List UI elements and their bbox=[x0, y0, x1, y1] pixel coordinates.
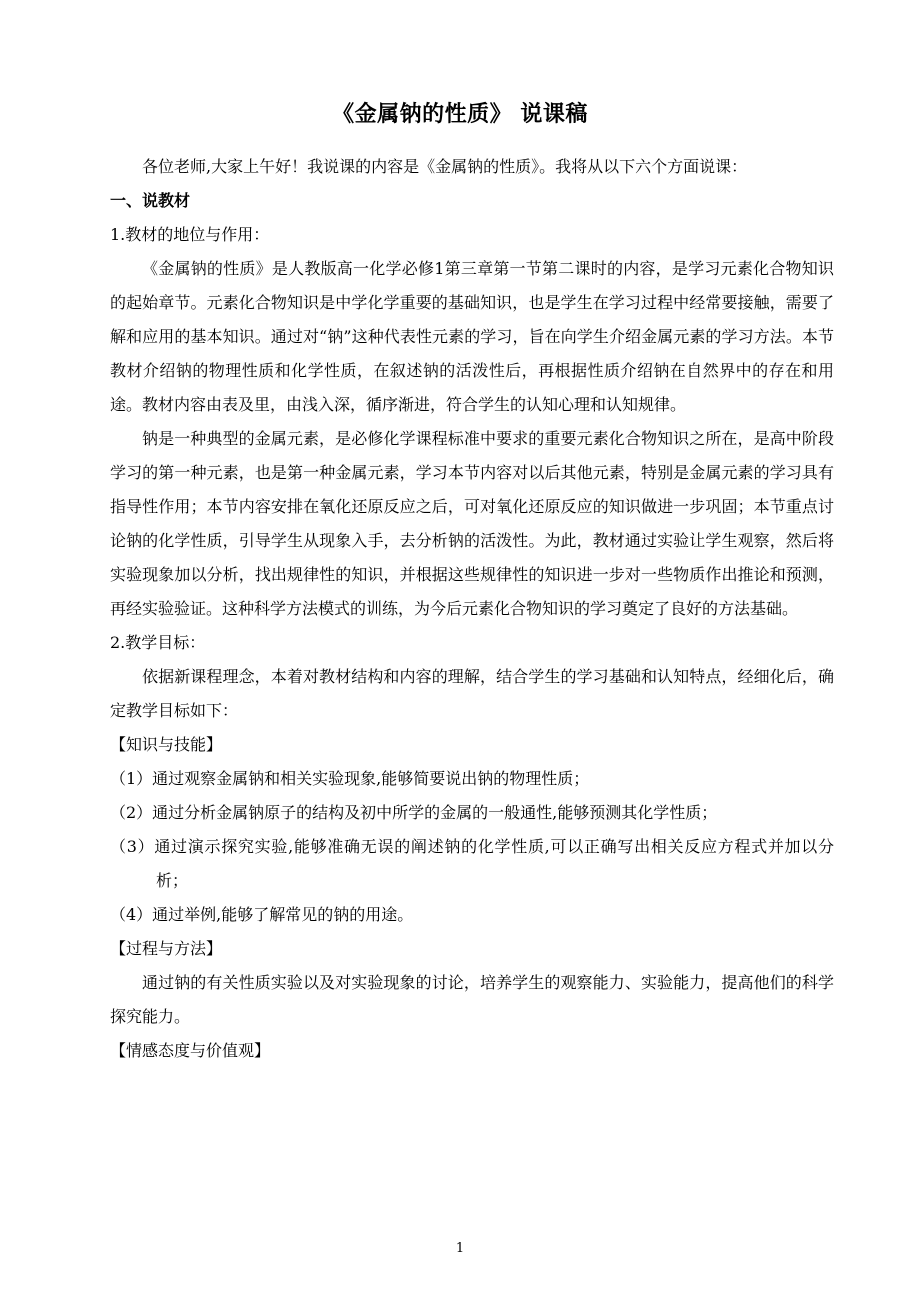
intro-paragraph: 各位老师,大家上午好！我说课的内容是《金属钠的性质》。我将从以下六个方面说课： bbox=[142, 157, 748, 176]
paragraph-status-role-1: 《金属钠的性质》是人教版高一化学必修1第三章第一节第二课时的内容，是学习元素化合物知识的起始章节。元素化合物知识是中学化学重要的基础知识，也是学生在学习过程中经常要接触，需要了解和应用的基本知识。通过对“钠”这种代表性元素的学习，旨在向学生介绍金属元素的学习方法。本节教材介绍钠的物理性质和化学性质，在叙述钠的活泼性后，再根据性质介绍钠在自然界中的存在和用途。教材内容由表及里，由浅入深，循序渐进，符合学生的认知心理和认知规律。 bbox=[110, 259, 834, 414]
heading-emotion-values: 【情感态度与价值观】 bbox=[110, 1041, 271, 1060]
list-item: （4）通过举例,能够了解常见的钠的用途。 bbox=[110, 905, 414, 924]
list-item: （3）通过演示探究实验,能够准确无误的阐述钠的化学性质,可以正确写出相关反应方程式并加以分析； bbox=[110, 837, 834, 890]
heading-process-method: 【过程与方法】 bbox=[110, 939, 223, 958]
list-item: （2）通过分析金属钠原子的结构及初中所学的金属的一般通性,能够预测其化学性质； bbox=[110, 803, 718, 822]
page-number: 1 bbox=[455, 1241, 465, 1256]
heading-knowledge-skills: 【知识与技能】 bbox=[110, 735, 223, 754]
list-item: （1）通过观察金属钠和相关实验现象,能够简要说出钠的物理性质； bbox=[110, 769, 590, 788]
document-body bbox=[110, 150, 834, 1068]
document-title: 《金属钠的性质》 说课稿 bbox=[332, 101, 588, 127]
paragraph-status-role-2: 钠是一种典型的金属元素，是必修化学课程标准中要求的重要元素化合物知识之所在，是高中阶段学习的第一种元素，也是第一种金属元素，学习本节内容对以后其他元素，特别是金属元素的学习具有指导性作用；本节内容安排在氧化还原反应之后，可对氧化还原反应的知识做进一步巩固；本节重点讨论钠的化学性质，引导学生从现象入手，去分析钠的活泼性。为此，教材通过实验让学生观察，然后将实验现象加以分析，找出规律性的知识，并根据这些规律性的知识进一步对一些物质作出推论和预测，再经实验验证。这种科学方法模式的训练，为今后元素化合物知识的学习奠定了良好的方法基础。 bbox=[110, 429, 834, 618]
paragraph-process-method: 通过钠的有关性质实验以及对实验现象的讨论，培养学生的观察能力、实验能力，提高他们的科学探究能力。 bbox=[110, 973, 834, 1026]
section-heading-textbook: 一、说教材 bbox=[110, 191, 191, 210]
subheading-teaching-goals: 2.教学目标： bbox=[110, 633, 206, 652]
paragraph-teaching-goals: 依据新课程理念，本着对教材结构和内容的理解，结合学生的学习基础和认知特点，经细化后，确定教学目标如下： bbox=[110, 667, 834, 720]
subheading-status-role: 1.教材的地位与作用： bbox=[110, 225, 270, 244]
